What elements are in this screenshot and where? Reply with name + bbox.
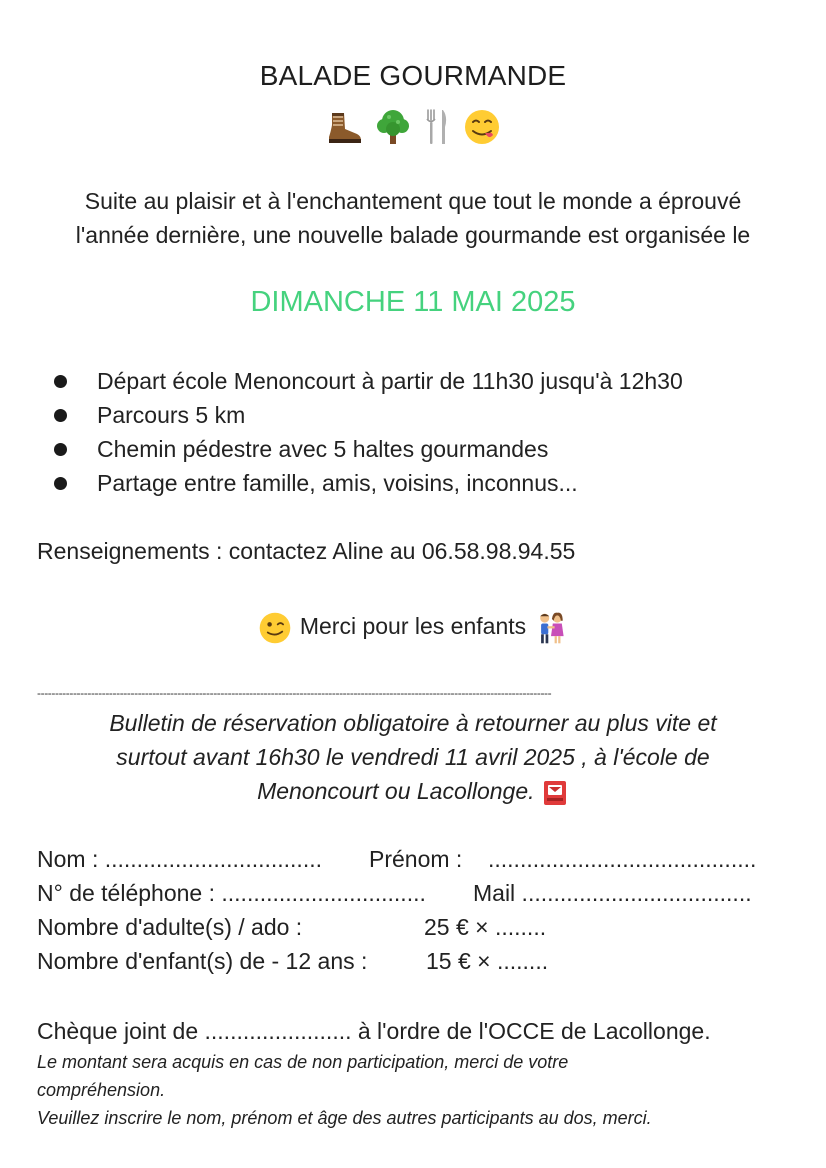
event-date: DIMANCHE 11 MAI 2025 — [250, 286, 576, 318]
footnote-line: Veuillez inscrire le nom, prénom et âge des autres participants au dos, merci. — [37, 1108, 652, 1128]
couple-icon — [533, 610, 569, 646]
name-field[interactable]: Nom : .................................. — [37, 846, 322, 872]
bullet-icon — [54, 409, 67, 422]
wink-face-icon — [257, 610, 293, 646]
bullet-icon — [54, 375, 67, 388]
bullet-icon — [54, 443, 67, 456]
page-title: BALADE GOURMANDE — [259, 60, 567, 91]
hiking-boot-icon — [324, 107, 364, 147]
list-item — [52, 466, 683, 500]
phone-field[interactable]: N° de téléphone : ................................ — [37, 880, 426, 906]
list-item-text: Partage entre famille, amis, voisins, inconnus... — [97, 470, 578, 496]
notice-line-text: Menoncourt ou Lacollonge. — [257, 778, 535, 804]
title-icons — [0, 104, 826, 147]
yum-face-icon — [462, 107, 502, 147]
bullet-icon — [54, 477, 67, 490]
children-label: Nombre d'enfant(s) de - 12 ans : — [37, 948, 368, 974]
list-item-text: Chemin pédestre avec 5 haltes gourmandes — [97, 436, 549, 462]
list-item — [52, 364, 683, 398]
mailbox-icon — [541, 778, 569, 808]
adults-label: Nombre d'adulte(s) / ado : — [37, 914, 303, 940]
footnotes — [37, 1048, 787, 1132]
children-quantity-field[interactable]: 15 € × ........ — [426, 948, 549, 974]
footnote-line: compréhension. — [37, 1080, 166, 1100]
reservation-form — [37, 842, 797, 978]
form-row-name — [37, 842, 797, 876]
form-row-adults — [37, 910, 797, 944]
reservation-notice — [0, 706, 826, 808]
list-item-text: Parcours 5 km — [97, 402, 246, 428]
adults-quantity-field[interactable]: 25 € × ........ — [424, 914, 547, 940]
details-list — [52, 364, 683, 500]
form-row-children — [37, 944, 797, 978]
intro-line: Suite au plaisir et à l'enchantement que tout le monde a éprouvé — [84, 188, 742, 214]
cut-line-divider: ----------------------------------------------------------------------------------------------------------------------------------------------- — [37, 686, 552, 700]
cheque-line[interactable]: Chèque joint de ....................... à l'ordre de l'OCCE de Lacollonge. — [37, 1018, 711, 1044]
notice-line — [0, 774, 826, 808]
notice-line: Bulletin de réservation obligatoire à retourner au plus vite et — [109, 710, 717, 736]
list-item — [52, 398, 683, 432]
thanks-line — [0, 606, 826, 646]
firstname-field[interactable]: .......................................... — [488, 846, 757, 872]
firstname-label: Prénom : — [369, 846, 463, 872]
intro-line: l'année dernière, une nouvelle balade gourmande est organisée le — [75, 222, 751, 248]
form-row-phone — [37, 876, 797, 910]
notice-line: surtout avant 16h30 le vendredi 11 avril 2025 , à l'école de — [116, 744, 710, 770]
fork-knife-icon — [421, 107, 453, 147]
intro-text — [0, 184, 826, 252]
list-item — [52, 432, 683, 466]
thanks-text: Merci pour les enfants — [299, 613, 527, 639]
list-item-text: Départ école Menoncourt à partir de 11h30 jusqu'à 12h30 — [97, 368, 683, 394]
footnote-line: Le montant sera acquis en cas de non participation, merci de votre — [37, 1052, 569, 1072]
tree-icon — [373, 107, 413, 147]
contact-info: Renseignements : contactez Aline au 06.58.98.94.55 — [37, 538, 576, 564]
mail-field[interactable]: Mail .................................... — [473, 880, 752, 906]
